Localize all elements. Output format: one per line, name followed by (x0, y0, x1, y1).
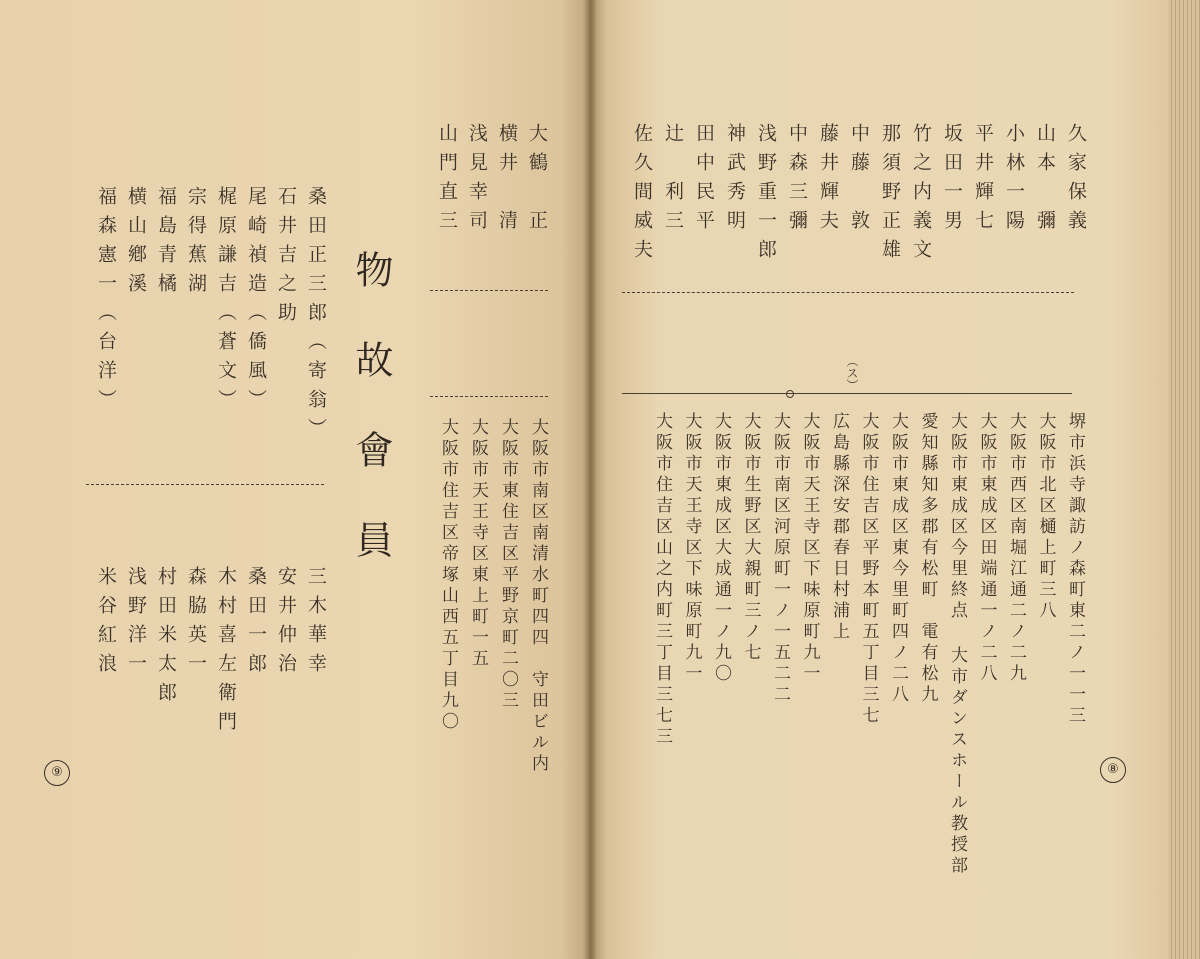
member-name: 山門直三 (436, 123, 458, 239)
member-name: 村田米太郎 (155, 566, 177, 711)
member-name: 横井 清 (496, 123, 518, 239)
address-entry: 大阪市天王寺区下味原町九一 (681, 412, 702, 685)
member-name: 坂田一男 (941, 123, 963, 239)
address-entry: 大阪市住吉区平野本町五丁目三七 (858, 412, 879, 727)
divider-rule (430, 290, 548, 291)
member-name: 梶原謙吉（蒼文） (215, 186, 237, 418)
member-name: 福島青橘 (155, 186, 177, 302)
section-title: 物故會員 (349, 250, 393, 610)
address-entry: 大阪市北区樋上町三八 (1035, 412, 1056, 622)
member-name: 木村喜左衛門 (215, 566, 237, 740)
member-name: 竹之内義文 (910, 123, 932, 268)
address-entry: 大阪市天王寺区東上町一五 (468, 418, 488, 670)
member-name: 森脇英一 (185, 566, 207, 682)
address-entry: 大阪市天王寺区下味原町九一 (799, 412, 820, 685)
member-name: 田中民平 (693, 123, 715, 239)
divider-rule (622, 393, 1072, 394)
address-entry: 大阪市南区河原町一ノ一五二二 (770, 412, 790, 706)
address-entry: 大阪市東成区東今里町四ノ二八 (888, 412, 908, 706)
member-name: 那須野正雄 (879, 123, 901, 268)
address-entry: 愛知縣知多郡有松町 電有松九 (917, 412, 938, 706)
page-number-left: ⑨ (44, 760, 70, 786)
member-name: 三木華幸 (305, 566, 327, 682)
book-gutter (583, 0, 597, 959)
member-name: 宗得蕉湖 (185, 186, 207, 302)
member-name: 石井吉之助 (275, 186, 297, 331)
address-entry: 大阪市住吉区帝塚山西五丁目九〇 (438, 418, 458, 733)
member-name: 平井輝七 (972, 123, 994, 239)
rule-mark (786, 390, 794, 398)
member-name: 桑田正三郎（寄翁） (305, 186, 327, 447)
member-name: 辻 利三 (662, 123, 684, 239)
middle-mark: （ス） (845, 355, 859, 391)
member-name: 浅野洋一 (125, 566, 147, 682)
address-entry: 大阪市東住吉区平野京町二〇三 (498, 418, 518, 712)
divider-rule (622, 292, 1074, 293)
address-entry: 大阪市西区南堀江通二ノ二九 (1006, 412, 1026, 685)
member-name: 神武秀明 (724, 123, 746, 239)
member-name: 大鶴 正 (526, 123, 548, 239)
divider-rule (430, 396, 548, 397)
divider-rule (86, 484, 324, 485)
member-name: 佐久間威夫 (631, 123, 653, 268)
member-name: 山本 彌 (1034, 123, 1056, 239)
member-name: 安井仲治 (275, 566, 297, 682)
address-entry: 大阪市住吉区山之内町三丁目三七三 (652, 412, 672, 748)
member-name: 桑田一郎 (245, 566, 267, 682)
member-name: 尾崎禎造（僑風） (245, 186, 267, 418)
member-name: 横山鄕溪 (125, 186, 147, 302)
member-name: 中藤 敦 (848, 123, 870, 239)
address-entry: 広島縣深安郡春日村浦上 (829, 412, 849, 643)
address-entry: 大阪市東成区今里終点 大市ダンスホール教授部 (947, 412, 967, 877)
member-name: 中森三彌 (786, 123, 808, 239)
member-name: 米谷紅浪 (95, 566, 117, 682)
member-name: 藤井輝夫 (817, 123, 839, 239)
page-number-right: ⑧ (1100, 757, 1126, 783)
address-entry: 大阪市東成区大成通一ノ九〇 (711, 412, 731, 685)
address-entry: 大阪市南区南清水町四四 守田ビル内 (528, 418, 548, 775)
page-edges (1168, 0, 1200, 959)
address-entry: 大阪市生野区大親町三ノ七 (740, 412, 761, 664)
member-name: 小林一陽 (1003, 123, 1025, 239)
address-entry: 堺市浜寺諏訪ノ森町東二ノ一一三 (1065, 412, 1085, 727)
member-name: 福森憲一（台洋） (95, 186, 117, 418)
member-name: 浅見幸司 (466, 123, 488, 239)
address-entry: 大阪市東成区田端通一ノ二八 (976, 412, 997, 685)
member-name: 久家保義 (1065, 123, 1087, 239)
member-name: 浅野重一郎 (755, 123, 777, 268)
